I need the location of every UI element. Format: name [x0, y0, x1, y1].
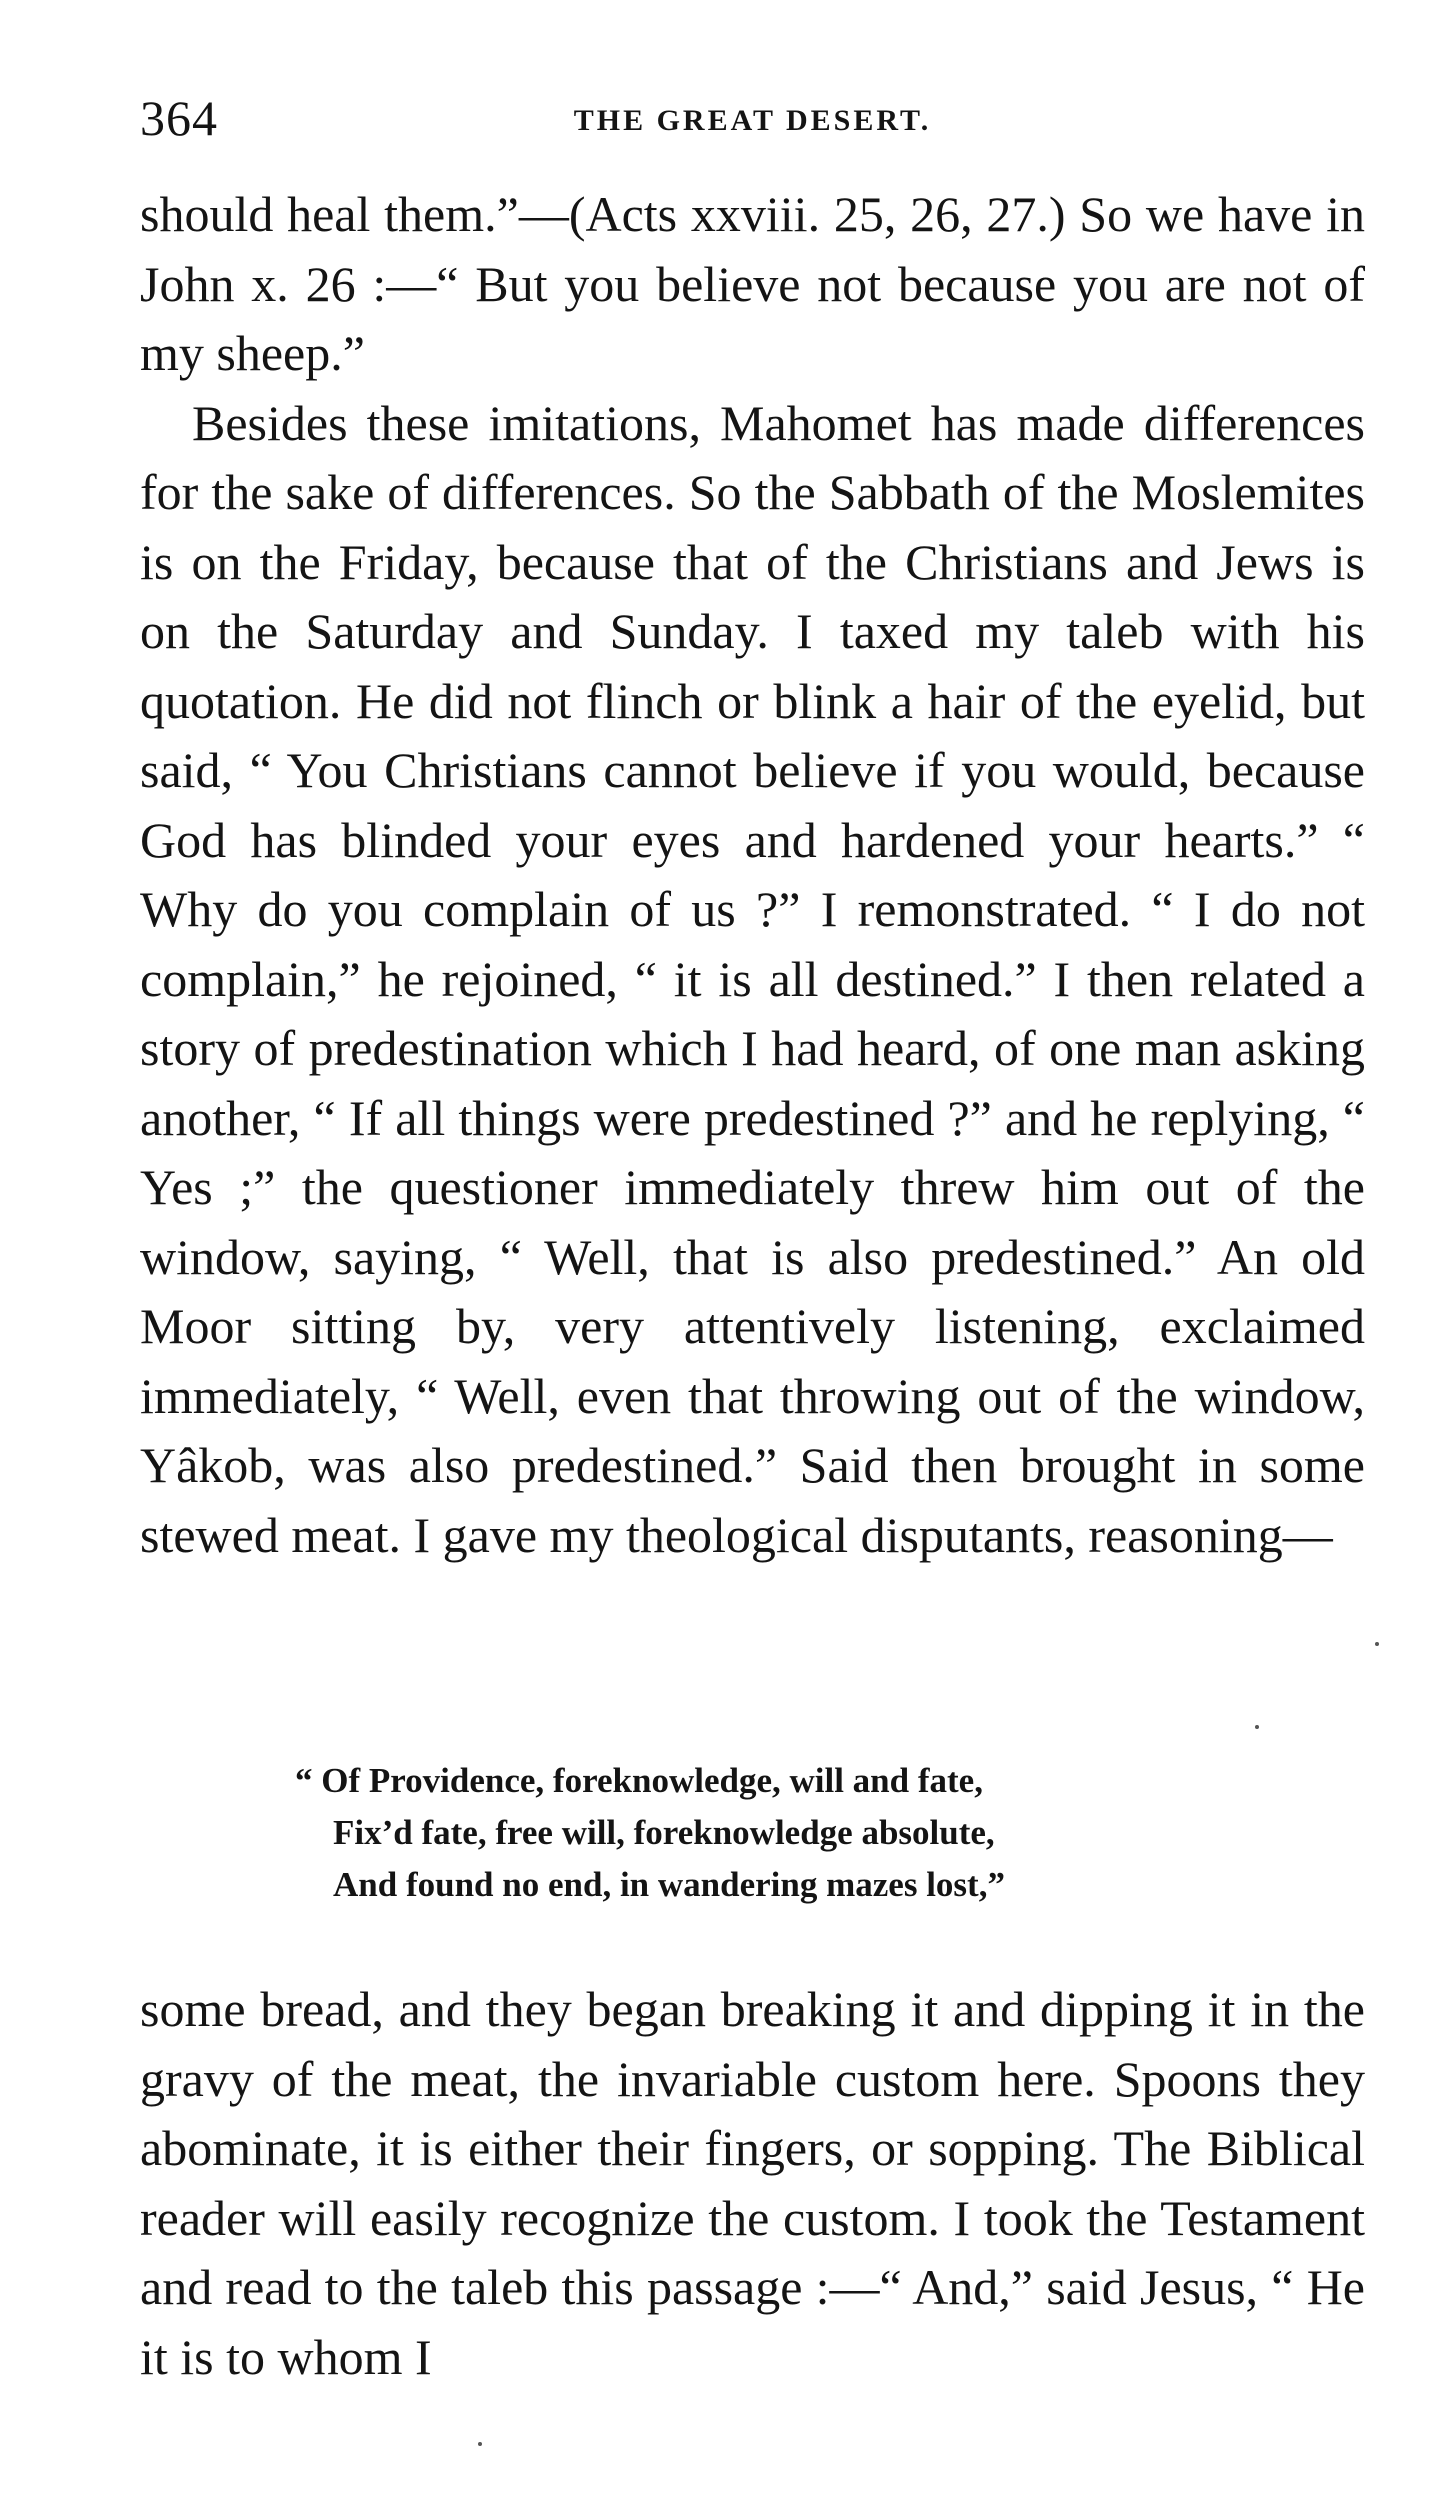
verse-quotation	[295, 1755, 1295, 1911]
quote-line: And found no end, in wandering mazes lost,”	[333, 1865, 1005, 1904]
page-header	[140, 88, 1365, 148]
page-number: 364	[140, 90, 218, 146]
paragraph-after-quote: some bread, and they began breaking it and dipping it in the gravy of the meat, the invariable custom here. Spoons they abominate, it is either their fingers, or sopping. The Biblical reader will easily recognize the custom. I took the Testament and read to the taleb this passage :—“ And,” said Jesus, “ He it is to whom I	[140, 1981, 1365, 2385]
main-text-lower	[140, 1975, 1365, 2392]
quote-line: “ Of Providence, foreknowledge, will and fate,	[295, 1761, 983, 1800]
quote-line: Fix’d fate, free will, foreknowledge absolute,	[333, 1813, 995, 1852]
running-title: THE GREAT DESERT.	[573, 104, 932, 137]
print-speck	[1375, 1642, 1379, 1646]
paragraph-continuation: should heal them.”—(Acts xxviii. 25, 26, 27.) So we have in John x. 26 :—“ But you believe not because you are not of my sheep.”	[140, 186, 1365, 381]
paragraph-besides: Besides these imitations, Mahomet has made differences for the sake of differences. So the Sabbath of the Moslemites is on the Friday, because that of the Christians and Jews is on the Saturday and Sunday. I taxed my taleb with his quotation. He did not flinch or blink a hair of the eyelid, but said, “ You Christians cannot believe if you would, because God has blinded your eyes and hardened your hearts.” “ Why do you complain of us ?” I remonstrated. “ I do not complain,” he rejoined, “ it is all destined.” I then related a story of predestination which I had heard, of one man asking another, “ If all things were predestined ?” and he replying, “ Yes ;” the questioner immediately threw him out of the window, saying, “ Well, that is also predestined.” An old Moor sitting by, very attentively listening, exclaimed immediately, “ Well, even that throwing out of the window, Yâkob, was also predestined.” Said then brought in some stewed meat. I gave my theological disputants, reasoning—	[140, 394, 1365, 1563]
print-speck	[1255, 1725, 1259, 1729]
print-speck	[478, 2442, 482, 2446]
main-text-upper	[140, 180, 1365, 1570]
